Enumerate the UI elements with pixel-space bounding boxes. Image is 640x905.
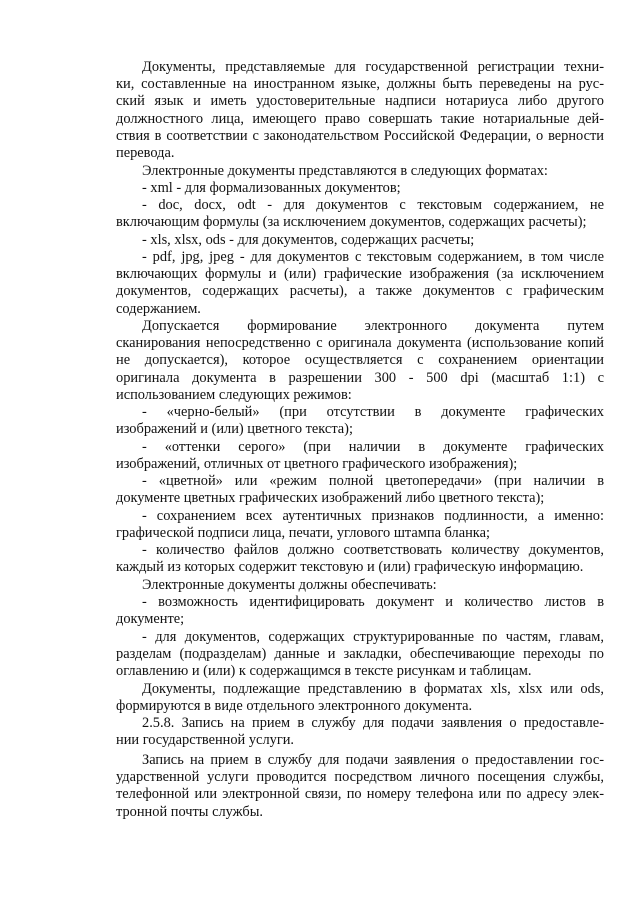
text-line: графической подписи лица, печати, углового штампа бланка; xyxy=(116,525,490,542)
text-line: формируются в виде отдельного электронного документа. xyxy=(116,698,473,715)
paragraph-electronic-formats-intro xyxy=(116,163,604,180)
text-line: Документы, подлежащие представлению в форматах xls, xlsx или ods, xyxy=(142,681,604,697)
text-line: Электронные документы представляются в следующих форматах: xyxy=(142,163,548,179)
text-line: - количество файлов должно соответствовать количеству документов, xyxy=(142,542,604,558)
list-item-structured xyxy=(116,629,604,681)
text-line: перевода. xyxy=(116,145,175,162)
text-line: разделам (подразделам) данные и закладки, обеспечивающие переходы по xyxy=(116,646,604,663)
paragraph-electronic-requirements xyxy=(116,577,604,594)
text-line: - сохранением всех аутентичных признаков подлинности, а именно: xyxy=(142,508,604,524)
text-line: содержанием. xyxy=(116,300,201,317)
paragraph-scanning xyxy=(116,318,604,404)
text-line: Документы, представляемые для государственной регистрации техни- xyxy=(142,59,604,75)
text-line: оригинала документа в разрешении 300 - 500 dpi (масштаб 1:1) с xyxy=(116,369,604,386)
paragraph-translation-requirements xyxy=(116,59,604,162)
list-item-grayscale xyxy=(116,439,604,473)
text-line: изображений и (или) цветного текста); xyxy=(116,421,353,438)
list-item-identify xyxy=(116,594,604,628)
list-item-file-count xyxy=(116,542,604,576)
text-line: - для документов, содержащих структурированные по частям, главам, xyxy=(142,629,604,645)
text-line: - «оттенки серого» (при наличии в документе графических xyxy=(142,439,604,455)
text-line: Допускается формирование электронного документа путем xyxy=(142,318,604,334)
text-line: - возможность идентифицировать документ и количество листов в xyxy=(142,594,604,610)
list-item-doc xyxy=(116,197,604,231)
text-line: - pdf, jpg, jpeg - для документов с текстовым содержанием, в том числе xyxy=(142,249,604,265)
text-line: - xls, xlsx, ods - для документов, содержащих расчеты; xyxy=(142,232,475,248)
text-line: изображений, отличных от цветного графического изображения); xyxy=(116,456,518,473)
list-item-black-white xyxy=(116,404,604,438)
text-line: ки, составленные на иностранном языке, должны быть переведены на рус- xyxy=(116,76,604,93)
text-line: документе цветных графических изображений либо цветного текста); xyxy=(116,490,545,507)
text-line: использованием следующих режимов: xyxy=(116,386,352,403)
text-line: телефонной или электронной связи, по номеру телефона или по адресу элек- xyxy=(116,786,604,803)
text-line: - «черно-белый» (при отсутствии в документе графических xyxy=(142,404,604,420)
text-line: сканирования непосредственно с оригинала документа (использование копий xyxy=(116,335,604,352)
list-item-xls xyxy=(116,232,604,249)
list-item-pdf xyxy=(116,249,604,318)
text-line: ствия в соответствии с законодательством Российской Федерации, о верности xyxy=(116,127,604,144)
list-item-authenticity xyxy=(116,508,604,542)
text-line: - doc, docx, odt - для документов с текстовым содержанием, не xyxy=(142,197,604,213)
text-line: не допускается), которое осуществляется с сохранением ориентации xyxy=(116,352,604,369)
text-line: документе; xyxy=(116,611,185,628)
text-line: включающим формулы (за исключением документов, содержащих расчеты); xyxy=(116,214,587,231)
paragraph-spreadsheets xyxy=(116,681,604,715)
text-line: - xml - для формализованных документов; xyxy=(142,180,401,196)
list-item-xml xyxy=(116,180,604,197)
text-line: должностного лица, имеющего право совершать такие нотариальные дей- xyxy=(116,110,604,127)
text-line: Электронные документы должны обеспечивать: xyxy=(142,577,437,593)
section-heading-2-5-8 xyxy=(116,715,604,749)
text-line: включающих формулы и (или) графические изображения (за исключением xyxy=(116,266,604,283)
paragraph-appointment xyxy=(116,752,604,821)
text-line: нии государственной услуги. xyxy=(116,732,295,749)
text-line: ударственной услуги проводится посредством личного посещения службы, xyxy=(116,769,604,786)
text-line: Запись на прием в службу для подачи заявления о предоставлении гос- xyxy=(142,752,604,768)
text-line: документов, содержащих расчеты), а также документов с графическим xyxy=(116,283,604,300)
text-line: тронной почты службы. xyxy=(116,803,263,820)
text-line: - «цветной» или «режим полной цветопередачи» (при наличии в xyxy=(142,473,604,489)
list-item-color xyxy=(116,473,604,507)
text-line: каждый из которых содержит текстовую и (или) графическую информацию. xyxy=(116,559,584,576)
text-line: оглавлению и (или) к содержащимся в тексте рисункам и таблицам. xyxy=(116,663,532,680)
text-line: 2.5.8. Запись на прием в службу для подачи заявления о предоставле- xyxy=(142,715,604,731)
text-line: ский язык и иметь удостоверительные надписи нотариуса либо другого xyxy=(116,93,604,110)
